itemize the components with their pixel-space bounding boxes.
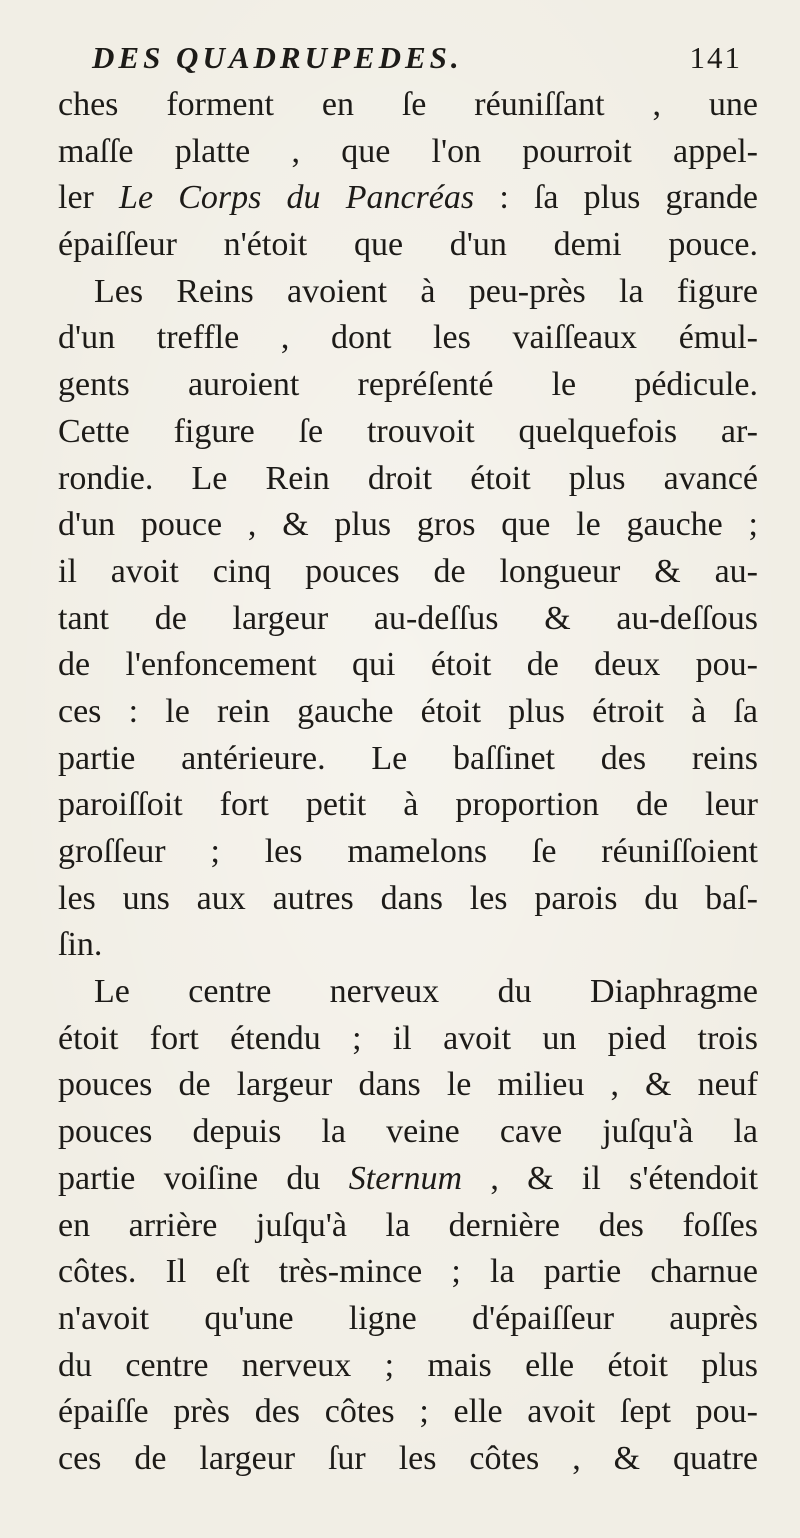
text-run: pouces de largeur dans le milieu , & neuf	[58, 1066, 758, 1104]
text-run: Cette figure ſe trouvoit quelquefois ar-	[58, 412, 758, 450]
running-head	[92, 40, 742, 84]
text-run: ces : le rein gauche étoit plus étroit à ſa	[58, 692, 758, 730]
text-run: partie antérieure. Le baſſinet des reins	[58, 739, 758, 777]
text-line	[58, 1016, 758, 1063]
text-line	[58, 829, 758, 876]
text-run: Le centre nerveux du Diaphragme	[94, 973, 758, 1011]
text-line	[58, 1249, 758, 1296]
text-line	[58, 175, 758, 222]
text-line	[58, 1436, 758, 1483]
text-run: épaiſſe près des côtes ; elle avoit ſept pou-	[58, 1393, 758, 1431]
text-line	[58, 315, 758, 362]
text-line	[58, 596, 758, 643]
text-line	[58, 549, 758, 596]
text-line	[58, 689, 758, 736]
text-line	[58, 502, 758, 549]
text-line	[58, 1109, 758, 1156]
text-run: partie voiſine du	[58, 1159, 349, 1197]
text-run: paroiſſoit fort petit à proportion de leur	[58, 786, 758, 824]
text-run: il avoit cinq pouces de longueur & au-	[58, 552, 758, 590]
text-line	[58, 1062, 758, 1109]
text-run: en arrière juſqu'à la dernière des foſſes	[58, 1206, 758, 1244]
text-run: ces de largeur ſur les côtes , & quatre	[58, 1439, 758, 1477]
text-run: épaiſſeur n'étoit que d'un demi pouce.	[58, 226, 758, 264]
text-run: du centre nerveux ; mais elle étoit plus	[58, 1346, 758, 1384]
text-line	[58, 1343, 758, 1390]
text-line	[58, 456, 758, 503]
italic-term: Le Corps du Pancréas	[119, 179, 475, 217]
text-run: ler	[58, 179, 120, 217]
text-line	[58, 222, 758, 269]
body-text	[58, 82, 758, 1483]
text-run: ches forment en ſe réuniſſant , une	[58, 86, 758, 123]
text-run: gents auroient repréſenté le pédicule.	[58, 366, 758, 404]
text-line	[58, 1296, 758, 1343]
text-line	[58, 1156, 758, 1203]
text-line	[58, 409, 758, 456]
text-line	[58, 1203, 758, 1250]
text-line	[58, 82, 758, 129]
text-run: tant de largeur au-deſſus & au-deſſous	[58, 599, 758, 637]
text-run: groſſeur ; les mamelons ſe réuniſſoient	[58, 833, 758, 870]
text-run: d'un pouce , & plus gros que le gauche ;	[58, 506, 758, 544]
text-run: maſſe platte , que l'on pourroit appel-	[58, 132, 758, 170]
italic-term: Sternum	[348, 1159, 463, 1197]
text-run: Les Reins avoient à peu-près la figure	[94, 272, 758, 310]
text-line	[58, 922, 758, 969]
text-run: n'avoit qu'une ligne d'épaiſſeur auprès	[58, 1299, 758, 1337]
text-line	[58, 969, 758, 1016]
text-line	[58, 642, 758, 689]
text-run: pouces depuis la veine cave juſqu'à la	[58, 1113, 758, 1151]
text-line	[58, 876, 758, 923]
text-line	[58, 362, 758, 409]
text-line	[58, 129, 758, 176]
text-run: ſin.	[58, 926, 103, 964]
page-number: 141	[689, 40, 742, 75]
text-run: , & il s'étendoit	[462, 1159, 759, 1197]
text-line	[58, 1389, 758, 1436]
running-title: DES QUADRUPEDES.	[92, 40, 463, 75]
text-run: : ſa plus grande	[474, 179, 759, 217]
text-run: de l'enfoncement qui étoit de deux pou-	[58, 646, 758, 684]
text-line	[58, 782, 758, 829]
text-run: les uns aux autres dans les parois du baſ-	[58, 879, 758, 917]
text-run: côtes. Il eſt très-mince ; la partie charnue	[58, 1253, 758, 1291]
text-run: d'un treffle , dont les vaiſſeaux émul-	[58, 319, 758, 357]
text-line	[58, 269, 758, 316]
text-run: rondie. Le Rein droit étoit plus avancé	[58, 459, 758, 497]
text-line	[58, 736, 758, 783]
text-run: étoit fort étendu ; il avoit un pied trois	[58, 1019, 758, 1057]
